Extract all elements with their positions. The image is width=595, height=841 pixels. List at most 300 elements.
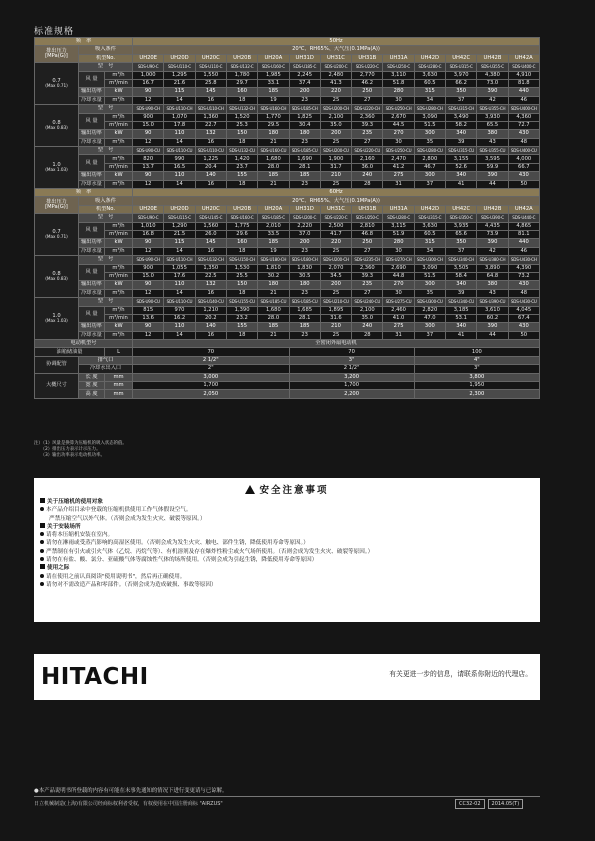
type-cell: SDS-U140-CU	[195, 298, 226, 306]
air-value: 25.5	[226, 272, 257, 280]
air-value: 1,900	[320, 155, 351, 163]
cooling-value: 21	[258, 138, 289, 146]
power-value: 430	[508, 172, 539, 180]
power-value: 110	[164, 172, 195, 180]
air-row	[35, 71, 540, 79]
model-no-cell: UH20A	[258, 54, 289, 62]
air-value: 28.1	[289, 163, 320, 171]
type-cell: SDS-U220-C	[320, 214, 351, 222]
air-value: 66.7	[508, 163, 539, 171]
power-value: 185	[258, 172, 289, 180]
oil-value: 70	[289, 348, 414, 356]
air-value: 44.8	[383, 272, 414, 280]
power-value: 140	[195, 323, 226, 331]
width-value: 1,700	[289, 382, 414, 390]
safety-title-text: 安全注意事项	[259, 485, 329, 496]
cooling-value: 16	[195, 96, 226, 104]
air-value: 4,390	[508, 264, 539, 272]
power-value: 350	[446, 239, 477, 247]
power-value: 185	[258, 239, 289, 247]
air-value: 28.0	[258, 163, 289, 171]
power-value: 235	[352, 130, 383, 138]
air-value: 67.4	[508, 314, 539, 322]
air-unit: m³/h	[105, 155, 133, 163]
power-value: 185	[258, 323, 289, 331]
power-unit: kW	[105, 323, 133, 331]
safety-panel	[34, 478, 540, 622]
cooling-value: 19	[258, 96, 289, 104]
dimension-row	[35, 373, 540, 381]
cooling-value: 41	[446, 180, 477, 188]
air-value: 2,100	[320, 113, 351, 121]
cooling-value: 35	[414, 289, 445, 297]
power-value: 350	[446, 88, 477, 96]
cooling-value: 23	[289, 96, 320, 104]
cooling-value: 30	[383, 247, 414, 255]
cooling-value: 30	[383, 138, 414, 146]
air-value: 1,530	[226, 264, 257, 272]
type-cell: SDS-U200-C	[289, 214, 320, 222]
power-value: 185	[258, 88, 289, 96]
length-value: 3,000	[133, 373, 289, 381]
power-unit: kW	[105, 88, 133, 96]
air-value: 64.8	[477, 272, 508, 280]
pipe-row	[35, 365, 540, 373]
height-label: 高 度	[79, 390, 105, 398]
air-value: 815	[133, 306, 164, 314]
type-cell: SDS-U115-C	[164, 214, 195, 222]
cooling-port-label: 冷却水出入口	[79, 365, 133, 373]
model-no-cell: UH20A	[258, 205, 289, 213]
cooling-value: 18	[226, 289, 257, 297]
air-value: 73.9	[477, 230, 508, 238]
cooling-row	[35, 247, 540, 255]
model-no-cell: UH31D	[289, 205, 320, 213]
type-cell: SDS-U355-C	[477, 63, 508, 71]
safety-item-text: 请勿对不需改造产品和零部件。（否则会成为造成破损、事故等原因）	[46, 581, 217, 588]
type-cell: SDS-U132-CU	[226, 147, 257, 155]
hitachi-logo: HITACHI	[41, 664, 149, 690]
air-row	[35, 121, 540, 129]
safety-item	[40, 556, 373, 564]
cooling-label: 冷却水量	[79, 247, 105, 255]
oil-value: 100	[414, 348, 539, 356]
power-value: 200	[289, 239, 320, 247]
cooling-value: 18	[226, 331, 257, 339]
type-cell: SDS-U90-CH	[133, 105, 164, 113]
frequency-label: 频 率	[35, 189, 133, 197]
cooling-value: 23	[289, 247, 320, 255]
type-label: 型 号	[79, 256, 133, 264]
air-value: 1,830	[289, 264, 320, 272]
air-value: 900	[133, 264, 164, 272]
type-cell: SDS-U220-CU	[352, 147, 383, 155]
intake-row	[35, 197, 540, 205]
power-value: 300	[414, 281, 445, 289]
safety-section-heading	[40, 523, 373, 531]
air-value: 1,520	[226, 113, 257, 121]
air-value: 2,220	[289, 222, 320, 230]
air-row	[35, 155, 540, 163]
model-no-cell: UH20B	[226, 54, 257, 62]
model-no-cell: UH20E	[133, 54, 164, 62]
cooling-value: 42	[477, 96, 508, 104]
air-value: 1,000	[133, 71, 164, 79]
power-value: 90	[133, 130, 164, 138]
height-unit: mm	[105, 390, 133, 398]
air-value: 47.0	[414, 314, 445, 322]
pressure-header-unit: [MPa(G)]	[45, 53, 68, 60]
type-cell: SDS-U132-C	[226, 63, 257, 71]
oil-row	[35, 348, 540, 356]
type-cell: SDS-U110-CH	[164, 105, 195, 113]
power-value: 250	[352, 88, 383, 96]
cooling-value: 14	[164, 331, 195, 339]
bullet-icon	[40, 507, 44, 511]
cooling-row	[35, 180, 540, 188]
type-cell: SDS-U400-CH	[508, 105, 539, 113]
air-value: 4,865	[508, 222, 539, 230]
note-line: （2）排出压力表示计示压力。	[34, 447, 101, 453]
cooling-unit: m³/h	[105, 331, 133, 339]
spec-notes	[34, 441, 127, 460]
air-row	[35, 79, 540, 87]
width-label: 宽 度	[79, 382, 105, 390]
model-no-cell: UH20C	[195, 54, 226, 62]
oil-value: 70	[133, 348, 289, 356]
air-value: 3,185	[446, 306, 477, 314]
power-value: 430	[508, 323, 539, 331]
model-no-cell: UH42B	[477, 205, 508, 213]
bullet-icon	[40, 582, 44, 586]
cooling-value: 12	[133, 138, 164, 146]
contact-text: 有关更进一步的信息，请联系你附近的代理店。	[389, 670, 532, 678]
air-value: 60.5	[414, 230, 445, 238]
cooling-value: 12	[133, 180, 164, 188]
power-value: 90	[133, 281, 164, 289]
air-value: 34.5	[320, 272, 351, 280]
power-row	[35, 281, 540, 289]
cooling-value: 25	[320, 138, 351, 146]
air-value: 3,935	[446, 222, 477, 230]
pressure-header	[35, 197, 79, 214]
air-value: 1,690	[289, 155, 320, 163]
air-value: 2,820	[414, 306, 445, 314]
safety-section-heading	[40, 498, 373, 506]
air-label: 风 量	[79, 222, 105, 239]
air-value: 3,890	[477, 264, 508, 272]
safety-item-text: 请将本压缩机安装在室内。	[46, 532, 114, 539]
oil-label: 油箱储油量	[35, 348, 105, 356]
cooling-value: 23	[289, 289, 320, 297]
power-value: 185	[289, 323, 320, 331]
air-value: 51.5	[414, 272, 445, 280]
air-value: 17.6	[164, 272, 195, 280]
type-cell: SDS-U250-CH	[383, 105, 414, 113]
cooling-value: 43	[477, 289, 508, 297]
cooling-row	[35, 289, 540, 297]
pressure-max: (Max 0.83)	[45, 276, 68, 282]
height-value: 2,200	[289, 390, 414, 398]
air-value: 23.2	[226, 314, 257, 322]
air-value: 16.7	[133, 79, 164, 87]
cooling-value: 41	[446, 331, 477, 339]
motor-row	[35, 340, 540, 348]
air-value: 21.5	[164, 230, 195, 238]
air-value: 1,685	[289, 306, 320, 314]
safety-item	[40, 581, 373, 589]
pressure-cell	[35, 214, 79, 256]
type-cell: SDS-U160-CH	[258, 105, 289, 113]
pipe-row	[35, 356, 540, 364]
model-no-cell: UH42C	[446, 205, 477, 213]
power-value: 220	[320, 88, 351, 96]
air-value: 970	[164, 306, 195, 314]
cooling-value: 23	[289, 180, 320, 188]
cooling-value: 18	[226, 138, 257, 146]
air-value: 25.3	[226, 121, 257, 129]
frequency-label: 频 率	[35, 38, 133, 46]
cooling-value: 39	[446, 138, 477, 146]
power-value: 240	[352, 172, 383, 180]
square-bullet-icon	[40, 523, 45, 528]
air-value: 65.5	[477, 121, 508, 129]
power-value: 390	[477, 239, 508, 247]
type-cell: SDS-U400-CU	[508, 147, 539, 155]
cooling-label: 冷却水量	[79, 289, 105, 297]
air-value: 60.5	[414, 79, 445, 87]
safety-section-heading	[40, 564, 373, 572]
cooling-value: 42	[477, 247, 508, 255]
cooling-value: 28	[352, 180, 383, 188]
type-row	[35, 256, 540, 264]
air-value: 1,225	[195, 155, 226, 163]
safety-item	[40, 539, 373, 547]
type-cell: SDS-U220-C	[352, 63, 383, 71]
cooling-value: 46	[508, 96, 539, 104]
type-cell: SDS-U185-CH	[289, 105, 320, 113]
air-value: 35.0	[320, 121, 351, 129]
power-unit: kW	[105, 239, 133, 247]
type-cell: SDS-U210-CU	[320, 298, 351, 306]
cooling-value: 25	[320, 289, 351, 297]
air-value: 41.3	[320, 79, 351, 87]
cooling-value: 14	[164, 138, 195, 146]
air-value: 81.1	[508, 230, 539, 238]
air-value: 30.2	[258, 272, 289, 280]
power-row	[35, 239, 540, 247]
type-cell: SDS-U280-C	[383, 214, 414, 222]
air-value: 3,505	[446, 264, 477, 272]
air-value: 1,780	[226, 71, 257, 79]
power-value: 380	[477, 130, 508, 138]
print-date: 2014.05(T)	[488, 799, 524, 809]
safety-item	[40, 548, 373, 556]
air-value: 59.9	[477, 163, 508, 171]
air-value: 3,595	[477, 155, 508, 163]
note-line: 注）（1）风量是换算为压缩机的吸入状态的值。	[34, 441, 127, 446]
air-unit: m³/min	[105, 121, 133, 129]
air-value: 2,245	[289, 71, 320, 79]
air-value: 2,360	[352, 113, 383, 121]
safety-item-text: 严禁制在有引火或引火气体（乙烷、丙烷气等）、有机溶剂及存在爆炸性粉尘或火气场所使用。（否则会成为发生火灾、破裂等原因。）	[46, 548, 374, 555]
power-value: 180	[289, 281, 320, 289]
cooling-value: 48	[508, 289, 539, 297]
model-no-cell: UH20B	[226, 205, 257, 213]
air-value: 1,560	[195, 222, 226, 230]
power-value: 315	[414, 239, 445, 247]
type-row	[35, 298, 540, 306]
type-cell: SDS-U430-CU	[508, 298, 539, 306]
outlet-value: 4"	[414, 356, 539, 364]
type-cell: SDS-U110-C	[195, 63, 226, 71]
cooling-value: 43	[477, 138, 508, 146]
model-no-cell: UH31D	[289, 54, 320, 62]
model-no-cell: UH20C	[195, 205, 226, 213]
cooling-unit: m³/h	[105, 96, 133, 104]
cooling-value: 27	[352, 289, 383, 297]
air-unit: m³/h	[105, 71, 133, 79]
cooling-value: 16	[195, 138, 226, 146]
type-cell: SDS-U400-C	[508, 63, 539, 71]
power-row	[35, 172, 540, 180]
air-value: 2,800	[414, 155, 445, 163]
air-value: 1,010	[133, 222, 164, 230]
frequency-row	[35, 189, 540, 197]
safety-item	[40, 515, 373, 523]
air-value: 26.0	[195, 230, 226, 238]
air-value: 1,825	[289, 113, 320, 121]
air-value: 4,360	[508, 113, 539, 121]
air-value: 16.2	[164, 314, 195, 322]
air-unit: m³/min	[105, 272, 133, 280]
type-cell: SDS-U145-C	[195, 214, 226, 222]
power-label: 输出功率	[79, 130, 105, 138]
type-label: 型 号	[79, 147, 133, 155]
warning-icon	[245, 485, 255, 494]
width-unit: mm	[105, 382, 133, 390]
power-value: 235	[352, 281, 383, 289]
type-cell: SDS-U315-CU	[446, 147, 477, 155]
air-value: 15.0	[133, 272, 164, 280]
model-no-cell: UH31B	[352, 205, 383, 213]
type-cell: SDS-U200-C	[320, 63, 351, 71]
cooling-value: 25	[320, 247, 351, 255]
air-value: 22.5	[195, 272, 226, 280]
cooling-value: 34	[414, 96, 445, 104]
pressure-header-text: 排出压力	[46, 199, 67, 206]
power-value: 90	[133, 88, 164, 96]
air-value: 65.6	[446, 230, 477, 238]
air-value: 51.9	[383, 230, 414, 238]
pressure-cell	[35, 147, 79, 189]
type-cell: SDS-U180-CH	[289, 256, 320, 264]
power-value: 275	[383, 172, 414, 180]
air-value: 1,070	[164, 113, 195, 121]
pressure-header-unit: [MPa(G)]	[45, 204, 68, 211]
type-cell: SDS-U110-C	[164, 63, 195, 71]
air-value: 3,970	[446, 71, 477, 79]
air-value: 15.0	[133, 121, 164, 129]
power-value: 270	[383, 130, 414, 138]
cooling-value: 30	[383, 289, 414, 297]
air-value: 29.7	[226, 79, 257, 87]
safety-item	[40, 506, 373, 514]
type-cell: SDS-U275-CU	[383, 298, 414, 306]
air-label: 风 量	[79, 71, 105, 88]
air-value: 31.7	[320, 163, 351, 171]
type-row	[35, 105, 540, 113]
power-value: 90	[133, 239, 164, 247]
type-cell: SDS-U185-CU	[258, 298, 289, 306]
safety-heading-text: 关于压缩机的使用对象	[47, 499, 103, 505]
type-cell: SDS-U200-CH	[320, 256, 351, 264]
air-value: 4,000	[508, 155, 539, 163]
dimension-row	[35, 390, 540, 398]
cooling-value: 37	[446, 96, 477, 104]
disclaimer: ●本产品说明书所登载的内容有可能在未事先通知的情况下进行变更请与已谅解。	[34, 788, 228, 794]
power-value: 200	[289, 88, 320, 96]
pressure-max: (Max 1.03)	[45, 318, 68, 324]
type-row	[35, 63, 540, 71]
cooling-value: 31	[383, 180, 414, 188]
air-row	[35, 163, 540, 171]
air-value: 1,775	[226, 222, 257, 230]
cooling-port-value: 2 1/2"	[289, 365, 414, 373]
power-unit: kW	[105, 281, 133, 289]
air-value: 3,490	[446, 113, 477, 121]
power-value: 180	[289, 130, 320, 138]
pressure-cell	[35, 105, 79, 147]
intake-value: 20℃、RH65%、大气压(0.1MPa(A))	[133, 46, 540, 54]
air-value: 3,610	[477, 306, 508, 314]
power-value: 110	[164, 281, 195, 289]
air-value: 4,380	[477, 71, 508, 79]
cooling-unit: m³/h	[105, 138, 133, 146]
type-cell: SDS-U220-CH	[352, 105, 383, 113]
cooling-value: 27	[352, 138, 383, 146]
cooling-value: 46	[508, 247, 539, 255]
power-value: 340	[446, 281, 477, 289]
safety-body	[40, 498, 373, 589]
power-value: 440	[508, 239, 539, 247]
pressure-cell	[35, 63, 79, 105]
frequency-value: 60Hz	[133, 189, 540, 197]
model-no-label: 机型No.	[79, 54, 133, 62]
model-no-cell: UH42A	[508, 205, 539, 213]
cooling-value: 18	[226, 180, 257, 188]
air-value: 37.0	[289, 230, 320, 238]
intake-label: 吸入条件	[79, 197, 133, 205]
cooling-label: 冷却水量	[79, 331, 105, 339]
cooling-value: 12	[133, 96, 164, 104]
air-value: 16.8	[133, 230, 164, 238]
power-value: 300	[414, 172, 445, 180]
intake-label: 吸入条件	[79, 46, 133, 54]
air-value: 1,680	[258, 306, 289, 314]
length-value: 3,800	[414, 373, 539, 381]
type-cell: SDS-U150-CH	[226, 256, 257, 264]
cooling-value: 14	[164, 247, 195, 255]
cooling-value: 21	[258, 180, 289, 188]
air-value: 1,295	[164, 71, 195, 79]
power-value: 220	[320, 239, 351, 247]
type-cell: SDS-U250-CU	[383, 147, 414, 155]
air-value: 23.7	[226, 163, 257, 171]
type-cell: SDS-U390-C	[477, 214, 508, 222]
air-value: 35.0	[352, 314, 383, 322]
power-value: 180	[258, 130, 289, 138]
